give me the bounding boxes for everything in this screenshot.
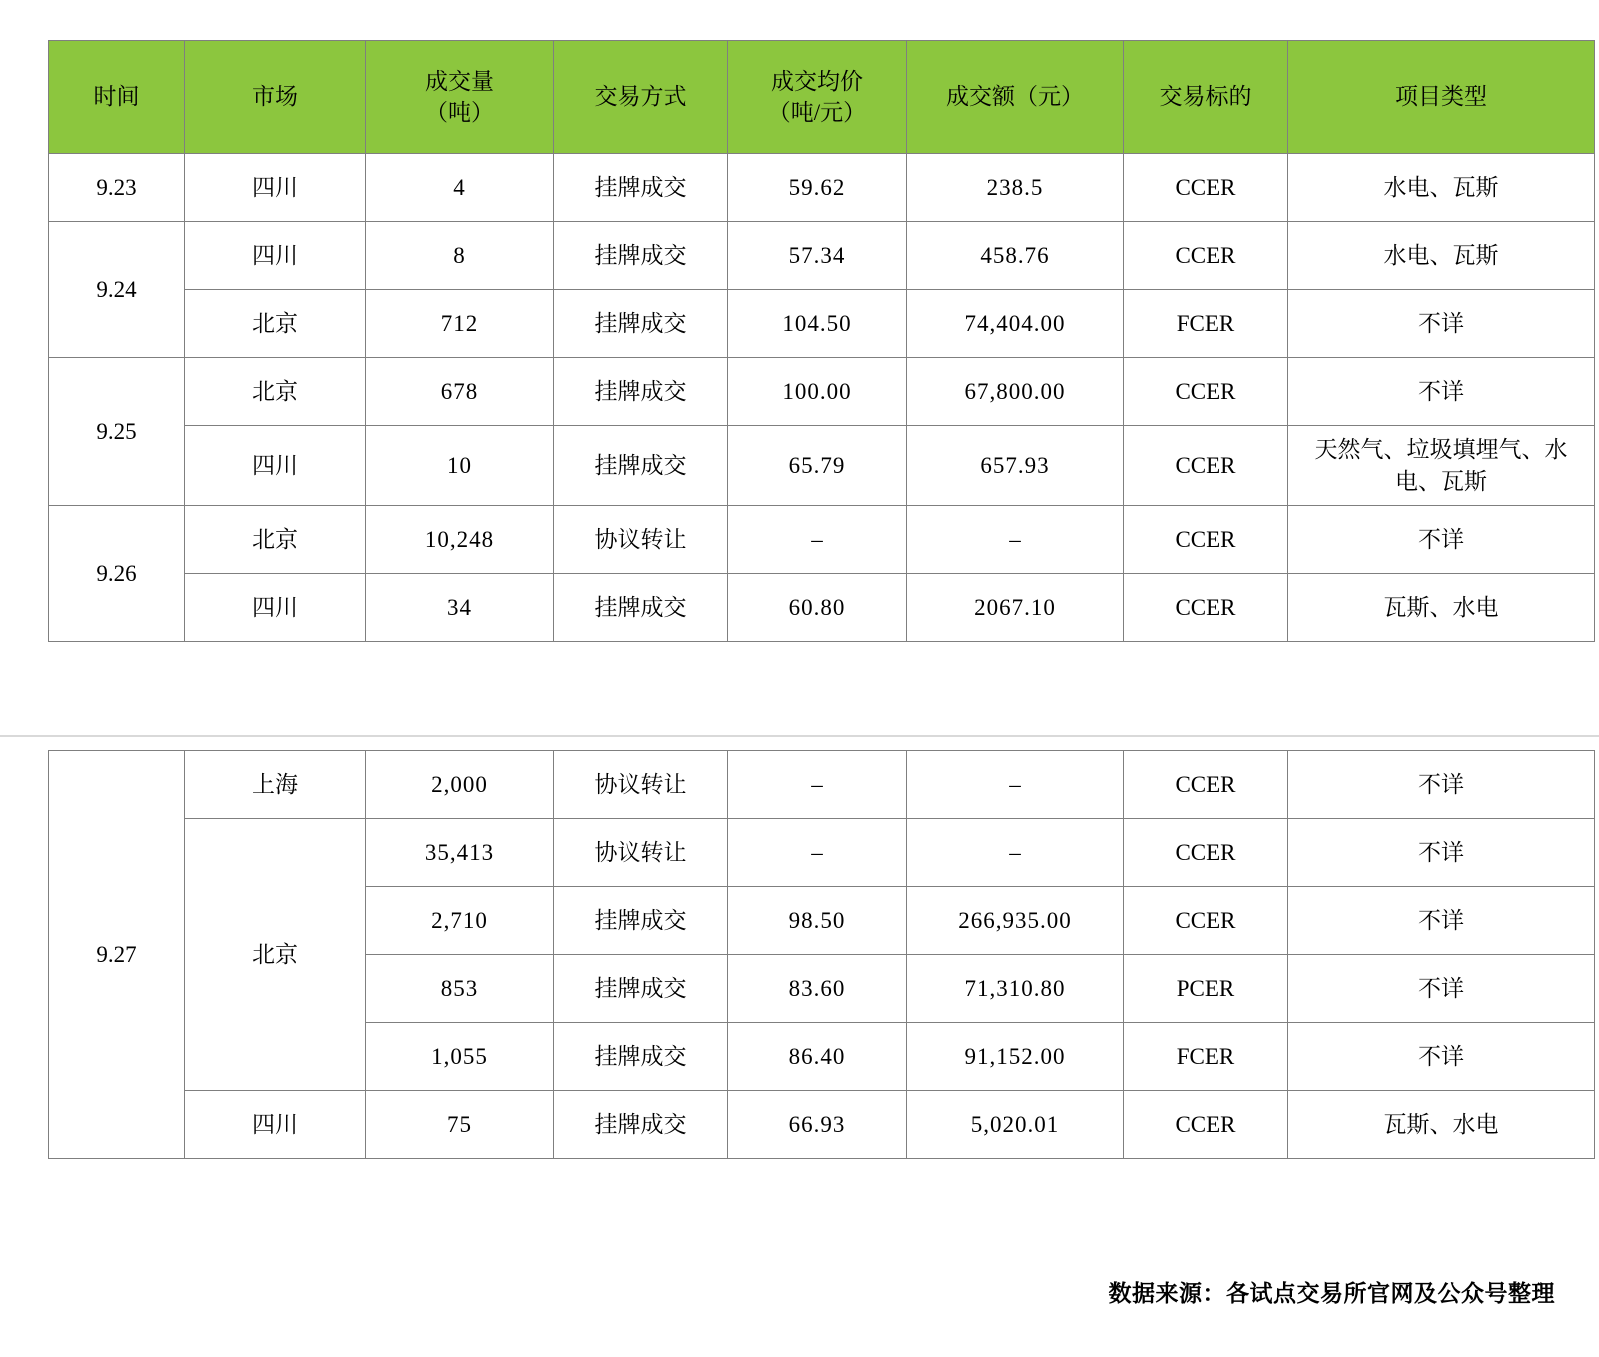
table-row xyxy=(49,819,1595,887)
cell-project-type: 不详 xyxy=(1288,819,1595,887)
header-volume-line1: 成交量 xyxy=(425,68,494,94)
table-row xyxy=(49,222,1595,290)
cell-mode: 挂牌成交 xyxy=(554,1091,728,1159)
cell-amount: – xyxy=(907,751,1124,819)
cell-price: 66.93 xyxy=(728,1091,907,1159)
cell-amount: 266,935.00 xyxy=(907,887,1124,955)
cell-volume: 853 xyxy=(366,955,554,1023)
data-source-note: 数据来源：各试点交易所官网及公众号整理 xyxy=(1108,1281,1555,1306)
cell-project-type: 天然气、垃圾填埋气、水电、瓦斯 xyxy=(1288,426,1595,506)
cell-mode: 协议转让 xyxy=(554,751,728,819)
cell-volume: 8 xyxy=(366,222,554,290)
cell-price: 65.79 xyxy=(728,426,907,506)
cell-market: 四川 xyxy=(185,154,366,222)
header-time: 时间 xyxy=(49,41,185,154)
cell-target: CCER xyxy=(1124,887,1288,955)
cell-amount: 67,800.00 xyxy=(907,358,1124,426)
cell-volume: 712 xyxy=(366,290,554,358)
cell-price: 104.50 xyxy=(728,290,907,358)
cell-mode: 挂牌成交 xyxy=(554,887,728,955)
cell-target: CCER xyxy=(1124,574,1288,642)
cell-project-type: 水电、瓦斯 xyxy=(1288,222,1595,290)
cell-market: 北京 xyxy=(185,290,366,358)
cell-mode: 协议转让 xyxy=(554,819,728,887)
header-mode: 交易方式 xyxy=(554,41,728,154)
cell-amount: – xyxy=(907,819,1124,887)
cell-volume: 2,000 xyxy=(366,751,554,819)
table-row xyxy=(49,1091,1595,1159)
cell-amount: 5,020.01 xyxy=(907,1091,1124,1159)
cell-target: CCER xyxy=(1124,358,1288,426)
cell-mode: 挂牌成交 xyxy=(554,426,728,506)
cell-market: 上海 xyxy=(185,751,366,819)
cell-price: 60.80 xyxy=(728,574,907,642)
trading-table-part1-container xyxy=(48,40,1595,642)
cell-amount: 74,404.00 xyxy=(907,290,1124,358)
cell-price: – xyxy=(728,751,907,819)
cell-price: 83.60 xyxy=(728,955,907,1023)
cell-volume: 10,248 xyxy=(366,506,554,574)
cell-amount: 458.76 xyxy=(907,222,1124,290)
cell-target: FCER xyxy=(1124,1023,1288,1091)
cell-amount: – xyxy=(907,506,1124,574)
table-body-part1 xyxy=(49,154,1595,642)
cell-project-type: 不详 xyxy=(1288,955,1595,1023)
cell-market: 四川 xyxy=(185,1091,366,1159)
header-price xyxy=(728,41,907,154)
cell-project-type: 不详 xyxy=(1288,1023,1595,1091)
cell-target: CCER xyxy=(1124,751,1288,819)
cell-mode: 挂牌成交 xyxy=(554,574,728,642)
cell-amount: 71,310.80 xyxy=(907,955,1124,1023)
cell-project-type: 不详 xyxy=(1288,887,1595,955)
table-row xyxy=(49,290,1595,358)
cell-mode: 挂牌成交 xyxy=(554,290,728,358)
cell-project-type: 瓦斯、水电 xyxy=(1288,1091,1595,1159)
header-volume-line2: （吨） xyxy=(425,100,494,125)
cell-price: 57.34 xyxy=(728,222,907,290)
cell-project-type: 不详 xyxy=(1288,751,1595,819)
cell-price: – xyxy=(728,506,907,574)
cell-market: 四川 xyxy=(185,574,366,642)
header-market: 市场 xyxy=(185,41,366,154)
table-row xyxy=(49,358,1595,426)
cell-target: CCER xyxy=(1124,426,1288,506)
header-amount: 成交额（元） xyxy=(907,41,1124,154)
cell-target: CCER xyxy=(1124,222,1288,290)
cell-price: – xyxy=(728,819,907,887)
table-body-part2 xyxy=(49,751,1595,1159)
cell-volume: 75 xyxy=(366,1091,554,1159)
cell-volume: 1,055 xyxy=(366,1023,554,1091)
cell-market: 北京 xyxy=(185,358,366,426)
cell-market: 北京 xyxy=(185,819,366,1091)
cell-target: CCER xyxy=(1124,506,1288,574)
cell-mode: 挂牌成交 xyxy=(554,154,728,222)
cell-date: 9.25 xyxy=(49,358,185,506)
cell-amount: 91,152.00 xyxy=(907,1023,1124,1091)
cell-volume: 678 xyxy=(366,358,554,426)
cell-volume: 2,710 xyxy=(366,887,554,955)
cell-project-type: 水电、瓦斯 xyxy=(1288,154,1595,222)
cell-target: PCER xyxy=(1124,955,1288,1023)
header-price-line1: 成交均价 xyxy=(771,68,863,94)
header-target: 交易标的 xyxy=(1124,41,1288,154)
cell-volume: 34 xyxy=(366,574,554,642)
cell-price: 98.50 xyxy=(728,887,907,955)
cell-target: CCER xyxy=(1124,154,1288,222)
cell-market: 四川 xyxy=(185,222,366,290)
cell-price: 86.40 xyxy=(728,1023,907,1091)
cell-amount: 2067.10 xyxy=(907,574,1124,642)
table-header xyxy=(49,41,1595,154)
cell-price: 100.00 xyxy=(728,358,907,426)
cell-mode: 挂牌成交 xyxy=(554,1023,728,1091)
page-break-divider xyxy=(0,735,1599,737)
cell-project-type: 不详 xyxy=(1288,506,1595,574)
cell-project-type: 不详 xyxy=(1288,290,1595,358)
cell-price: 59.62 xyxy=(728,154,907,222)
cell-target: CCER xyxy=(1124,1091,1288,1159)
cell-amount: 238.5 xyxy=(907,154,1124,222)
table-row xyxy=(49,154,1595,222)
trading-table-part2-container xyxy=(48,750,1595,1159)
table-row xyxy=(49,506,1595,574)
cell-amount: 657.93 xyxy=(907,426,1124,506)
cell-date: 9.27 xyxy=(49,751,185,1159)
cell-mode: 挂牌成交 xyxy=(554,358,728,426)
table-row xyxy=(49,574,1595,642)
cell-mode: 协议转让 xyxy=(554,506,728,574)
cell-date: 9.23 xyxy=(49,154,185,222)
header-project-type: 项目类型 xyxy=(1288,41,1595,154)
cell-volume: 10 xyxy=(366,426,554,506)
cell-volume: 35,413 xyxy=(366,819,554,887)
header-volume xyxy=(366,41,554,154)
trading-table-part2 xyxy=(48,750,1595,1159)
cell-mode: 挂牌成交 xyxy=(554,955,728,1023)
trading-table-part1 xyxy=(48,40,1595,642)
table-row xyxy=(49,426,1595,506)
cell-mode: 挂牌成交 xyxy=(554,222,728,290)
cell-market: 北京 xyxy=(185,506,366,574)
header-price-line2: （吨/元） xyxy=(767,100,867,125)
cell-market: 四川 xyxy=(185,426,366,506)
cell-target: FCER xyxy=(1124,290,1288,358)
cell-target: CCER xyxy=(1124,819,1288,887)
cell-project-type: 不详 xyxy=(1288,358,1595,426)
cell-date: 9.26 xyxy=(49,506,185,642)
cell-volume: 4 xyxy=(366,154,554,222)
table-row xyxy=(49,751,1595,819)
cell-date: 9.24 xyxy=(49,222,185,358)
cell-project-type: 瓦斯、水电 xyxy=(1288,574,1595,642)
